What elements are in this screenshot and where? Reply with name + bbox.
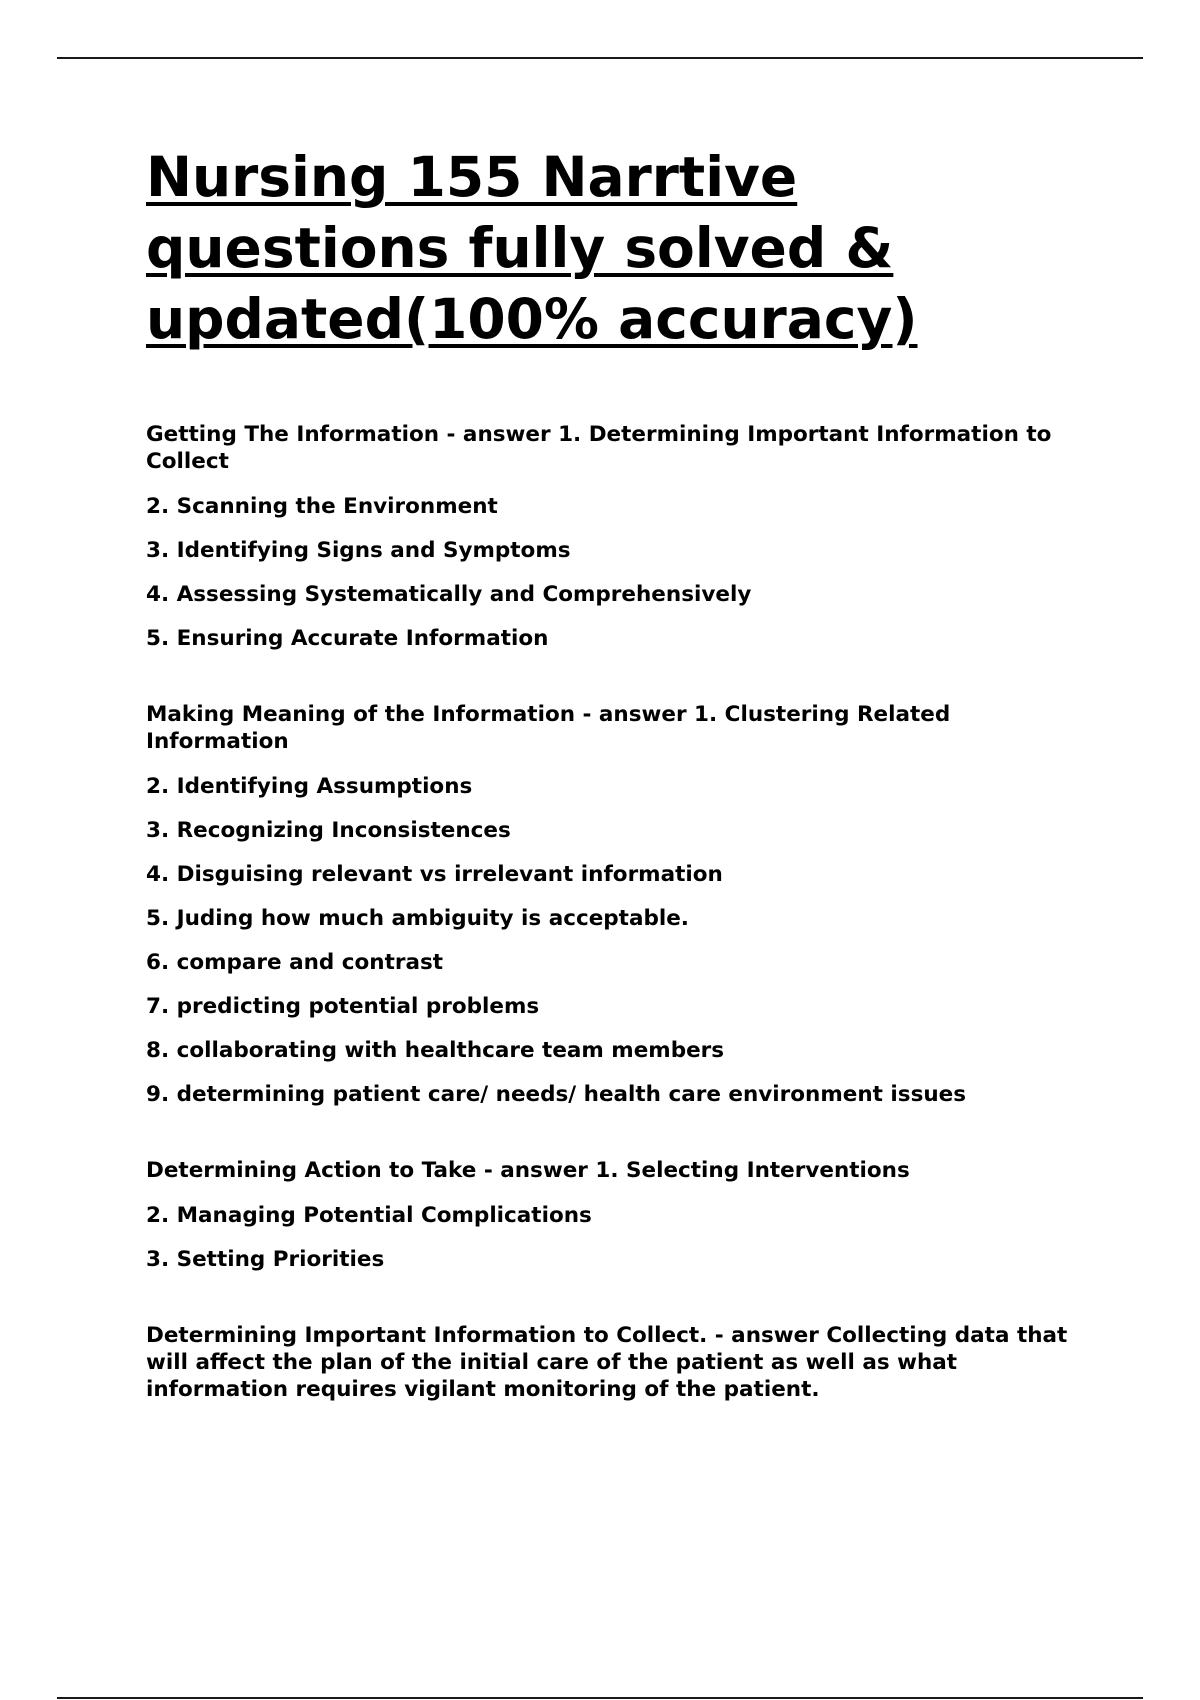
section-heading: Making Meaning of the Information - answer 1. Clustering Related Information [146,702,951,754]
list-item: 3. Identifying Signs and Symptoms [146,538,571,563]
list-item: 3. Recognizing Inconsistences [146,818,511,843]
list-item: 4. Disguising relevant vs irrelevant information [146,862,723,887]
section-heading: Determining Action to Take - answer 1. Selecting Interventions [146,1158,910,1183]
section-heading: Determining Important Information to Collect. - answer Collecting data that will affect the plan of the initial care of the patient as well as what information requires vigilant monitoring of the patient. [146,1323,1068,1402]
document-title: Nursing 155 Narrtive questions fully solved & updated(100% accuracy) [146,145,918,351]
qa-section [146,701,1086,1108]
list-item: 4. Assessing Systematically and Comprehensively [146,582,752,607]
top-rule [57,57,1143,59]
qa-section [146,1157,1086,1273]
list-item: 2. Identifying Assumptions [146,774,473,799]
list-item: 2. Scanning the Environment [146,494,498,519]
qa-sections [146,421,1086,1403]
list-item: 8. collaborating with healthcare team members [146,1038,725,1063]
section-heading: Getting The Information - answer 1. Determining Important Information to Collect [146,422,1052,474]
list-item: 7. predicting potential problems [146,994,540,1019]
list-item: 6. compare and contrast [146,950,444,975]
qa-section [146,1322,1086,1403]
list-item: 9. determining patient care/ needs/ health care environment issues [146,1082,967,1107]
list-item: 3. Setting Priorities [146,1247,385,1272]
list-item: 5. Juding how much ambiguity is acceptable. [146,906,689,931]
list-item: 5. Ensuring Accurate Information [146,626,549,651]
bottom-rule [57,1697,1143,1699]
qa-section [146,421,1086,652]
document-body [146,142,1086,1452]
list-item: 2. Managing Potential Complications [146,1203,592,1228]
